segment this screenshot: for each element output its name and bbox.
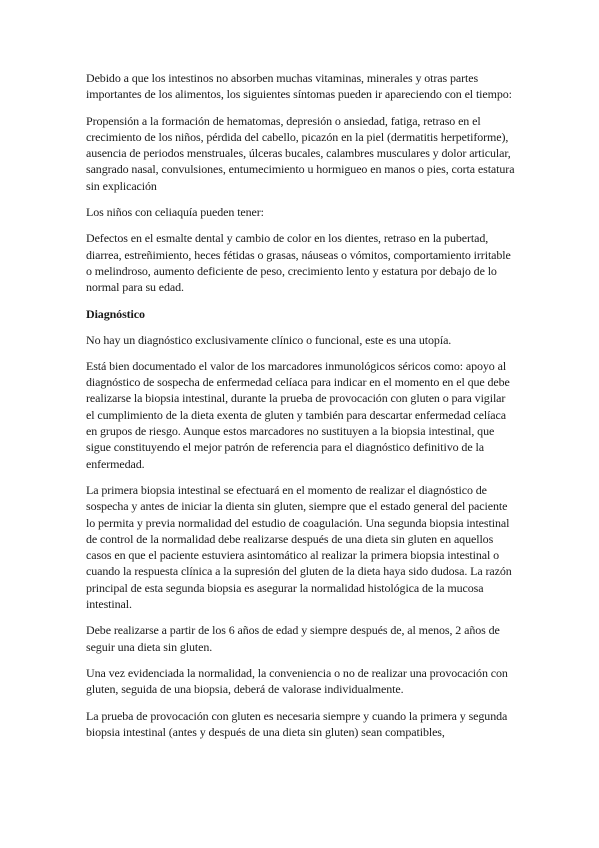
paragraph-diagnosis-6: La prueba de provocación con gluten es necesaria siempre y cuando la primera y segunda biopsia intestinal (antes y después de una dieta sin gluten) sean compatibles, bbox=[86, 708, 508, 739]
paragraph-diagnosis-3: La primera biopsia intestinal se efectuará en el momento de realizar el diagnóstico de sospecha y antes de iniciar la dienta sin gluten, siempre que el estado general del paciente lo permita y previa normalidad del estudio de coagulación. Una segunda biopsia intestinal de control de la normalidad debe realizarse después de una dieta sin gluten en aquellos casos en que el paciente estuviera asintomático al realizar la primera biopsia intestinal o cuando la respuesta clínica a la supresión del gluten de la dieta haya sido dudosa. La razón principal de esta segunda biopsia es asegurar la normalidad histológica de la mucosa intestinal. bbox=[86, 482, 512, 612]
paragraph-diagnosis-2: Está bien documentado el valor de los marcadores inmunológicos séricos como: apoyo al diagnóstico de sospecha de enfermedad celíaca para indicar en el momento en el que debe realizarse la biopsia intestinal, durante la prueba de provocación con gluten o para vigilar el cumplimiento de la dieta exenta de gluten y también para descartar enfermedad celíaca en grupos de riesgo. Aunque estos marcadores no sustituyen a la biopsia intestinal, que sigue constituyendo el mejor patrón de referencia para el diagnóstico definitivo de la enfermedad. bbox=[86, 358, 510, 471]
section-heading-diagnosis: Diagnóstico bbox=[86, 306, 145, 321]
paragraph-diagnosis-1: No hay un diagnóstico exclusivamente clínico o funcional, este es una utopía. bbox=[86, 332, 452, 347]
paragraph-children-intro: Los niños con celiaquía pueden tener: bbox=[86, 205, 264, 220]
paragraph-symptoms: Propensión a la formación de hematomas, depresión o ansiedad, fatiga, retraso en el crecimiento de los niños, pérdida del cabello, picazón en la piel (dermatitis herpetiforme), ausencia de periodos menstruales, úlceras bucales, calambres musculares y dolor articular, sangrado nasal, convulsiones, entumecimiento u hormigueo en manos o pies, corta estatura sin explicación bbox=[86, 113, 515, 193]
document-body bbox=[86, 70, 516, 750]
paragraph-diagnosis-4: Debe realizarse a partir de los 6 años de edad y siempre después de, al menos, 2 años de seguir una dieta sin gluten. bbox=[86, 623, 500, 654]
paragraph-diagnosis-5: Una vez evidenciada la normalidad, la conveniencia o no de realizar una provocación con gluten, seguida de una biopsia, deberá de valorase individualmente. bbox=[86, 665, 508, 697]
paragraph-intro: Debido a que los intestinos no absorben muchas vitaminas, minerales y otras partes importantes de los alimentos, los siguientes síntomas pueden ir apareciendo con el tiempo: bbox=[86, 71, 512, 102]
paragraph-children-symptoms: Defectos en el esmalte dental y cambio de color en los dientes, retraso en la pubertad, diarrea, estreñimiento, heces fétidas o grasas, náuseas o vómitos, comportamiento irritable o melindroso, aumento deficiente de peso, crecimiento lento y estatura por debajo de lo normal para su edad. bbox=[86, 231, 511, 295]
